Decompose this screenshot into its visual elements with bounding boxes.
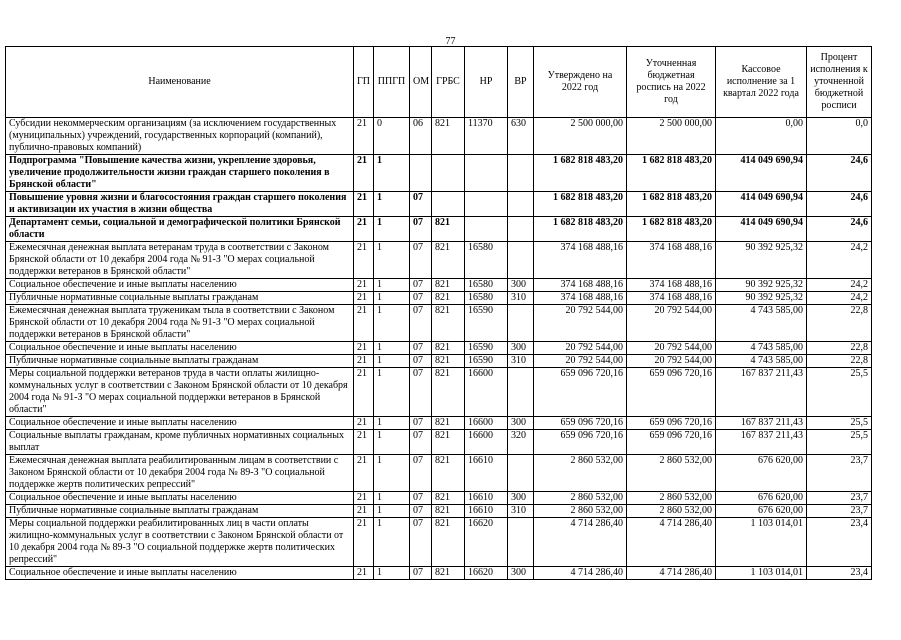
cell-cash: 414 049 690,94 <box>716 155 807 192</box>
cell-gp: 21 <box>354 505 374 518</box>
cell-vr: 320 <box>508 430 534 455</box>
header-name: Наименование <box>6 47 354 118</box>
cell-vr <box>508 455 534 492</box>
cell-om: 07 <box>410 417 432 430</box>
header-vr: ВР <box>508 47 534 118</box>
cell-om: 07 <box>410 368 432 417</box>
cell-grbs: 821 <box>432 279 465 292</box>
cell-om: 07 <box>410 505 432 518</box>
cell-ppgp: 1 <box>374 292 410 305</box>
cell-refined: 659 096 720,16 <box>627 417 716 430</box>
cell-grbs: 821 <box>432 417 465 430</box>
cell-grbs: 821 <box>432 342 465 355</box>
table-row <box>6 118 872 155</box>
cell-percent: 23,4 <box>807 567 872 580</box>
table-row <box>6 192 872 217</box>
cell-approved: 1 682 818 483,20 <box>534 192 627 217</box>
cell-approved: 374 168 488,16 <box>534 242 627 279</box>
cell-refined: 20 792 544,00 <box>627 355 716 368</box>
header-nr: НР <box>465 47 508 118</box>
cell-grbs: 821 <box>432 292 465 305</box>
cell-om: 07 <box>410 518 432 567</box>
table-row <box>6 342 872 355</box>
cell-refined: 1 682 818 483,20 <box>627 192 716 217</box>
cell-vr <box>508 217 534 242</box>
cell-name: Повышение уровня жизни и благосостояния граждан старшего поколения и активизации их участия в жизни общества <box>6 192 354 217</box>
cell-name: Социальное обеспечение и иные выплаты населению <box>6 279 354 292</box>
cell-nr: 16600 <box>465 368 508 417</box>
header-om: ОМ <box>410 47 432 118</box>
cell-percent: 24,6 <box>807 155 872 192</box>
cell-ppgp: 1 <box>374 368 410 417</box>
header-gp: ГП <box>354 47 374 118</box>
cell-vr: 300 <box>508 567 534 580</box>
cell-cash: 167 837 211,43 <box>716 368 807 417</box>
cell-ppgp: 1 <box>374 217 410 242</box>
cell-refined: 659 096 720,16 <box>627 430 716 455</box>
cell-nr: 16610 <box>465 492 508 505</box>
cell-vr <box>508 368 534 417</box>
table-row <box>6 217 872 242</box>
cell-om <box>410 155 432 192</box>
cell-approved: 20 792 544,00 <box>534 305 627 342</box>
cell-nr: 16610 <box>465 455 508 492</box>
table-row <box>6 368 872 417</box>
table-row <box>6 430 872 455</box>
cell-name: Социальные выплаты гражданам, кроме публичных нормативных социальных выплат <box>6 430 354 455</box>
cell-grbs: 821 <box>432 355 465 368</box>
header-grbs: ГРБС <box>432 47 465 118</box>
header-cash: Кассовое исполнение за 1 квартал 2022 года <box>716 47 807 118</box>
cell-ppgp: 1 <box>374 430 410 455</box>
cell-nr <box>465 155 508 192</box>
cell-cash: 676 620,00 <box>716 455 807 492</box>
cell-approved: 374 168 488,16 <box>534 292 627 305</box>
cell-grbs: 821 <box>432 217 465 242</box>
cell-nr: 16610 <box>465 505 508 518</box>
cell-vr: 630 <box>508 118 534 155</box>
cell-percent: 0,0 <box>807 118 872 155</box>
cell-refined: 2 860 532,00 <box>627 492 716 505</box>
cell-ppgp: 1 <box>374 417 410 430</box>
cell-approved: 4 714 286,40 <box>534 567 627 580</box>
cell-percent: 23,7 <box>807 455 872 492</box>
cell-nr: 16590 <box>465 305 508 342</box>
cell-name: Публичные нормативные социальные выплаты гражданам <box>6 292 354 305</box>
cell-om: 07 <box>410 567 432 580</box>
cell-cash: 167 837 211,43 <box>716 430 807 455</box>
cell-gp: 21 <box>354 242 374 279</box>
table-row <box>6 305 872 342</box>
cell-grbs: 821 <box>432 492 465 505</box>
cell-percent: 22,8 <box>807 342 872 355</box>
cell-vr <box>508 155 534 192</box>
cell-vr <box>508 305 534 342</box>
cell-gp: 21 <box>354 430 374 455</box>
cell-ppgp: 1 <box>374 192 410 217</box>
cell-name: Социальное обеспечение и иные выплаты населению <box>6 417 354 430</box>
cell-ppgp: 1 <box>374 505 410 518</box>
cell-refined: 20 792 544,00 <box>627 342 716 355</box>
cell-nr: 16620 <box>465 518 508 567</box>
cell-gp: 21 <box>354 518 374 567</box>
cell-cash: 676 620,00 <box>716 492 807 505</box>
cell-percent: 24,6 <box>807 217 872 242</box>
cell-om: 07 <box>410 342 432 355</box>
cell-percent: 23,4 <box>807 518 872 567</box>
cell-grbs <box>432 192 465 217</box>
cell-name: Публичные нормативные социальные выплаты гражданам <box>6 355 354 368</box>
cell-grbs: 821 <box>432 567 465 580</box>
cell-gp: 21 <box>354 192 374 217</box>
cell-ppgp: 1 <box>374 518 410 567</box>
cell-gp: 21 <box>354 292 374 305</box>
cell-grbs: 821 <box>432 305 465 342</box>
cell-om: 07 <box>410 455 432 492</box>
cell-om: 07 <box>410 192 432 217</box>
cell-approved: 1 682 818 483,20 <box>534 155 627 192</box>
cell-percent: 23,7 <box>807 492 872 505</box>
cell-om: 07 <box>410 292 432 305</box>
header-ppgp: ППГП <box>374 47 410 118</box>
cell-gp: 21 <box>354 567 374 580</box>
cell-cash: 4 743 585,00 <box>716 342 807 355</box>
cell-vr: 300 <box>508 279 534 292</box>
cell-approved: 20 792 544,00 <box>534 342 627 355</box>
cell-percent: 22,8 <box>807 305 872 342</box>
cell-percent: 25,5 <box>807 417 872 430</box>
cell-vr: 310 <box>508 292 534 305</box>
cell-percent: 22,8 <box>807 355 872 368</box>
table-row <box>6 518 872 567</box>
cell-ppgp: 1 <box>374 155 410 192</box>
table-row <box>6 242 872 279</box>
budget-table <box>5 46 872 580</box>
cell-name: Ежемесячная денежная выплата труженикам тыла в соответствии с Законом Брянской области от 10 декабря 2004 года № 91-З "О мерах социальной поддержки ветеранов в Брянской области" <box>6 305 354 342</box>
cell-ppgp: 1 <box>374 355 410 368</box>
cell-nr: 16600 <box>465 430 508 455</box>
cell-cash: 4 743 585,00 <box>716 355 807 368</box>
cell-grbs: 821 <box>432 242 465 279</box>
cell-nr <box>465 192 508 217</box>
cell-nr: 16590 <box>465 342 508 355</box>
cell-om: 07 <box>410 355 432 368</box>
cell-name: Департамент семьи, социальной и демографической политики Брянской области <box>6 217 354 242</box>
cell-name: Ежемесячная денежная выплата реабилитированным лицам в соответствии с Законом Брянской области от 10 декабря 2004 года № 89-З "О социальной поддержке жертв политических репрессий" <box>6 455 354 492</box>
cell-vr: 300 <box>508 342 534 355</box>
cell-name: Меры социальной поддержки ветеранов труда в части оплаты жилищно-коммунальных услуг в соответствии с Законом Брянской области от 10 декабря 2004 года № 91-З "О мерах социальной поддержки ветеранов в Брянской области" <box>6 368 354 417</box>
cell-vr: 310 <box>508 505 534 518</box>
cell-percent: 25,5 <box>807 368 872 417</box>
header-percent: Процент исполнения к уточненной бюджетной росписи <box>807 47 872 118</box>
cell-approved: 659 096 720,16 <box>534 368 627 417</box>
cell-grbs: 821 <box>432 505 465 518</box>
cell-name: Социальное обеспечение и иные выплаты населению <box>6 567 354 580</box>
table-row <box>6 155 872 192</box>
cell-gp: 21 <box>354 492 374 505</box>
cell-refined: 2 860 532,00 <box>627 455 716 492</box>
cell-om: 07 <box>410 305 432 342</box>
cell-refined: 4 714 286,40 <box>627 518 716 567</box>
cell-name: Меры социальной поддержки реабилитированных лиц в части оплаты жилищно-коммунальных услуг в соответствии с Законом Брянской области от 10 декабря 2004 года № 89-З "О социальной поддержке жертв политических репрессий" <box>6 518 354 567</box>
cell-ppgp: 1 <box>374 455 410 492</box>
cell-cash: 676 620,00 <box>716 505 807 518</box>
table-body <box>6 118 872 580</box>
table-row <box>6 417 872 430</box>
cell-ppgp: 1 <box>374 342 410 355</box>
cell-cash: 1 103 014,01 <box>716 518 807 567</box>
cell-refined: 20 792 544,00 <box>627 305 716 342</box>
cell-approved: 2 860 532,00 <box>534 492 627 505</box>
cell-approved: 1 682 818 483,20 <box>534 217 627 242</box>
cell-gp: 21 <box>354 118 374 155</box>
table-row <box>6 505 872 518</box>
cell-ppgp: 1 <box>374 492 410 505</box>
table-row <box>6 292 872 305</box>
header-approved: Утверждено на 2022 год <box>534 47 627 118</box>
cell-vr <box>508 242 534 279</box>
cell-gp: 21 <box>354 368 374 417</box>
cell-approved: 2 860 532,00 <box>534 505 627 518</box>
cell-name: Публичные нормативные социальные выплаты гражданам <box>6 505 354 518</box>
cell-vr: 310 <box>508 355 534 368</box>
table-row <box>6 567 872 580</box>
cell-om: 07 <box>410 492 432 505</box>
cell-percent: 24,2 <box>807 292 872 305</box>
cell-refined: 1 682 818 483,20 <box>627 217 716 242</box>
cell-cash: 90 392 925,32 <box>716 279 807 292</box>
cell-ppgp: 1 <box>374 567 410 580</box>
cell-cash: 4 743 585,00 <box>716 305 807 342</box>
table-row <box>6 455 872 492</box>
cell-percent: 23,7 <box>807 505 872 518</box>
cell-approved: 4 714 286,40 <box>534 518 627 567</box>
cell-refined: 659 096 720,16 <box>627 368 716 417</box>
cell-refined: 374 168 488,16 <box>627 242 716 279</box>
cell-grbs <box>432 155 465 192</box>
cell-vr: 300 <box>508 492 534 505</box>
cell-grbs: 821 <box>432 430 465 455</box>
cell-gp: 21 <box>354 342 374 355</box>
cell-approved: 659 096 720,16 <box>534 417 627 430</box>
cell-grbs: 821 <box>432 518 465 567</box>
cell-gp: 21 <box>354 355 374 368</box>
cell-vr: 300 <box>508 417 534 430</box>
cell-refined: 374 168 488,16 <box>627 292 716 305</box>
cell-approved: 2 500 000,00 <box>534 118 627 155</box>
cell-name: Социальное обеспечение и иные выплаты населению <box>6 342 354 355</box>
cell-om: 07 <box>410 279 432 292</box>
cell-approved: 659 096 720,16 <box>534 430 627 455</box>
cell-vr <box>508 192 534 217</box>
cell-grbs: 821 <box>432 118 465 155</box>
cell-cash: 90 392 925,32 <box>716 242 807 279</box>
cell-cash: 1 103 014,01 <box>716 567 807 580</box>
cell-refined: 1 682 818 483,20 <box>627 155 716 192</box>
header-row <box>6 47 872 118</box>
cell-ppgp: 1 <box>374 279 410 292</box>
cell-cash: 414 049 690,94 <box>716 192 807 217</box>
cell-refined: 2 500 000,00 <box>627 118 716 155</box>
cell-cash: 414 049 690,94 <box>716 217 807 242</box>
cell-refined: 4 714 286,40 <box>627 567 716 580</box>
cell-nr: 16580 <box>465 292 508 305</box>
cell-gp: 21 <box>354 455 374 492</box>
cell-ppgp: 1 <box>374 242 410 279</box>
cell-refined: 374 168 488,16 <box>627 279 716 292</box>
cell-nr <box>465 217 508 242</box>
cell-cash: 0,00 <box>716 118 807 155</box>
cell-percent: 24,6 <box>807 192 872 217</box>
cell-om: 07 <box>410 217 432 242</box>
cell-gp: 21 <box>354 217 374 242</box>
cell-gp: 21 <box>354 417 374 430</box>
cell-approved: 374 168 488,16 <box>534 279 627 292</box>
cell-gp: 21 <box>354 155 374 192</box>
cell-percent: 25,5 <box>807 430 872 455</box>
cell-nr: 16600 <box>465 417 508 430</box>
cell-approved: 2 860 532,00 <box>534 455 627 492</box>
table-row <box>6 355 872 368</box>
cell-cash: 90 392 925,32 <box>716 292 807 305</box>
cell-grbs: 821 <box>432 368 465 417</box>
cell-approved: 20 792 544,00 <box>534 355 627 368</box>
cell-name: Субсидии некоммерческим организациям (за исключением государственных (муниципальных) учреждений, государственных корпораций (компаний), публично-правовых компаний) <box>6 118 354 155</box>
cell-nr: 16620 <box>465 567 508 580</box>
cell-nr: 16580 <box>465 242 508 279</box>
cell-name: Социальное обеспечение и иные выплаты населению <box>6 492 354 505</box>
cell-refined: 2 860 532,00 <box>627 505 716 518</box>
header-refined: Уточненная бюджетная роспись на 2022 год <box>627 47 716 118</box>
page-number: 77 <box>445 36 456 47</box>
cell-percent: 24,2 <box>807 242 872 279</box>
cell-name: Ежемесячная денежная выплата ветеранам труда в соответствии с Законом Брянской области от 10 декабря 2004 года № 91-З "О мерах социальной поддержки ветеранов в Брянской области" <box>6 242 354 279</box>
cell-ppgp: 0 <box>374 118 410 155</box>
cell-grbs: 821 <box>432 455 465 492</box>
cell-percent: 24,2 <box>807 279 872 292</box>
cell-om: 07 <box>410 242 432 279</box>
cell-vr <box>508 518 534 567</box>
cell-cash: 167 837 211,43 <box>716 417 807 430</box>
cell-nr: 16580 <box>465 279 508 292</box>
cell-ppgp: 1 <box>374 305 410 342</box>
cell-om: 07 <box>410 430 432 455</box>
cell-name: Подпрограмма "Повышение качества жизни, укрепление здоровья, увеличение продолжительности жизни граждан старшего поколения в Брянской области" <box>6 155 354 192</box>
table-row <box>6 492 872 505</box>
cell-nr: 11370 <box>465 118 508 155</box>
cell-nr: 16590 <box>465 355 508 368</box>
cell-gp: 21 <box>354 305 374 342</box>
cell-om: 06 <box>410 118 432 155</box>
cell-gp: 21 <box>354 279 374 292</box>
table-row <box>6 279 872 292</box>
